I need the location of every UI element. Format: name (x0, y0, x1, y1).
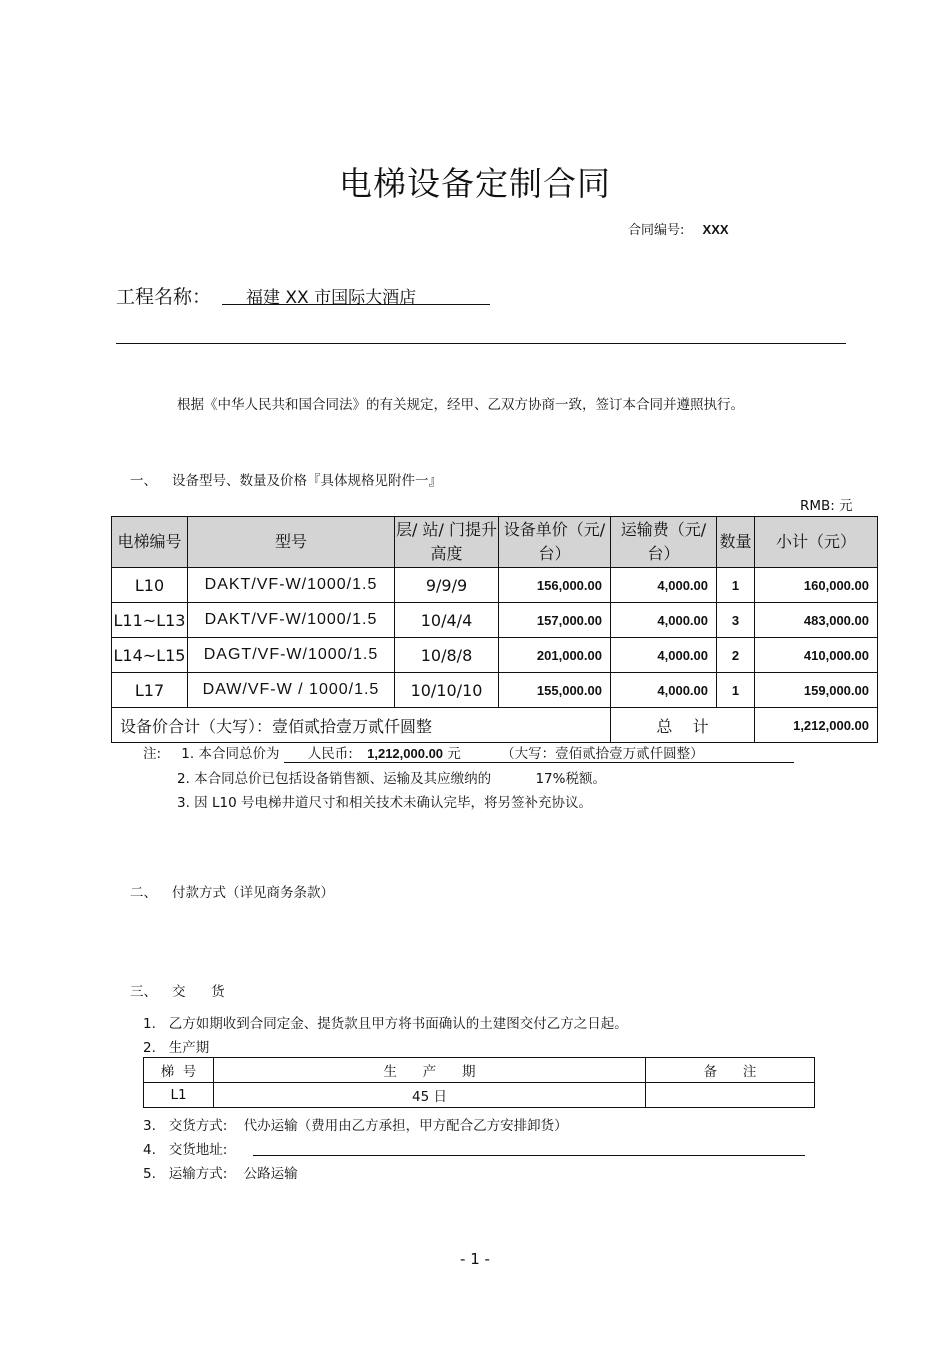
production-period-table (143, 1057, 815, 1108)
prod-cell-id: L1 (144, 1083, 214, 1108)
equipment-price-table (111, 516, 878, 743)
intro-paragraph: 根据《中华人民共和国合同法》的有关规定，经甲、乙双方协商一致，签订本合同并遵照执行。 (177, 397, 744, 413)
section-3-title: 交 货 (172, 984, 225, 1000)
contract-number-label: 合同编号: (628, 223, 685, 238)
cell-floors: 10/8/8 (395, 638, 499, 673)
header-unit-price: 设备单价（元/ 台） (499, 517, 611, 568)
cell-subtotal: 160,000.00 (755, 568, 878, 603)
note-1-amount-line (284, 742, 794, 763)
project-label: 工程名称： (116, 286, 212, 308)
note-2 (177, 767, 606, 787)
cell-unit-price: 157,000.00 (499, 603, 611, 638)
header-model: 型号 (188, 517, 395, 568)
delivery-address-label: 4. 交货地址: (143, 1142, 228, 1158)
cell-unit-price: 155,000.00 (499, 673, 611, 708)
cell-subtotal: 410,000.00 (755, 638, 878, 673)
contract-number (628, 219, 729, 238)
transport-method-value: 公路运输 (243, 1166, 298, 1182)
table-row (144, 1083, 815, 1108)
note-1-currency: 人民币: (307, 746, 353, 762)
cell-qty: 1 (717, 568, 755, 603)
delivery-method-label: 3. 交货方式: (143, 1118, 228, 1134)
cell-subtotal: 483,000.00 (755, 603, 878, 638)
note-1-text: 1. 本合同总价为 (181, 746, 280, 762)
cell-elevator-no: L10 (112, 568, 188, 603)
header-floors: 层/ 站/ 门提升高度 (395, 517, 499, 568)
cell-elevator-no: L11~L13 (112, 603, 188, 638)
prod-header-remark: 备 注 (646, 1058, 815, 1083)
contract-number-value: XXX (702, 222, 729, 237)
header-freight: 运输费（元/ 台） (611, 517, 717, 568)
cell-floors: 10/4/4 (395, 603, 499, 638)
notes-prefix: 注: (143, 746, 162, 762)
cell-floors: 10/10/10 (395, 673, 499, 708)
note-2-text: 2. 本合同总价已包括设备销售额、运输及其应缴纳的 (177, 771, 492, 787)
page-number: - 1 - (460, 1250, 490, 1268)
section-2-number: 二、 (130, 885, 157, 901)
delivery-item-3 (143, 1114, 568, 1134)
table-header-row (112, 517, 878, 568)
cell-freight: 4,000.00 (611, 568, 717, 603)
cell-freight: 4,000.00 (611, 638, 717, 673)
cell-qty: 3 (717, 603, 755, 638)
note-1-amount-words: （大写：壹佰贰拾壹万贰仟圆整） (501, 746, 704, 762)
total-in-words: 设备价合计（大写）：壹佰贰拾壹万贰仟圆整 (112, 708, 611, 743)
section-1-title: 设备型号、数量及价格『具体规格见附件一』 (172, 473, 442, 489)
section-2-heading (130, 881, 334, 901)
cell-elevator-no: L17 (112, 673, 188, 708)
section-2-title: 付款方式（详见商务条款） (172, 885, 334, 901)
section-3-heading (130, 980, 225, 1000)
cell-freight: 4,000.00 (611, 673, 717, 708)
cell-model: DAGT/VF-W/1000/1.5 (188, 638, 395, 673)
delivery-item-5 (143, 1162, 298, 1182)
cell-model: DAKT/VF-W/1000/1.5 (188, 568, 395, 603)
note-1 (143, 742, 794, 763)
section-3-number: 三、 (130, 984, 157, 1000)
prod-header-id: 梯 号 (144, 1058, 214, 1083)
divider-line (116, 343, 846, 344)
table-total-row (112, 708, 878, 743)
header-subtotal: 小计（元） (755, 517, 878, 568)
cell-subtotal: 159,000.00 (755, 673, 878, 708)
cell-freight: 4,000.00 (611, 603, 717, 638)
table-row (112, 673, 878, 708)
delivery-item-4 (143, 1138, 227, 1158)
cell-elevator-no: L14~L15 (112, 638, 188, 673)
header-qty: 数量 (717, 517, 755, 568)
total-value: 1,212,000.00 (755, 708, 878, 743)
prod-cell-remark (646, 1083, 815, 1108)
cell-model: DAW/VF-W / 1000/1.5 (188, 673, 395, 708)
delivery-method-value: 代办运输（费用由乙方承担，甲方配合乙方安排卸货） (243, 1118, 568, 1134)
cell-floors: 9/9/9 (395, 568, 499, 603)
note-2-tax: 17%税额。 (535, 771, 606, 787)
delivery-item-2: 2. 生产期 (143, 1040, 210, 1056)
total-label: 总 计 (611, 708, 755, 743)
note-1-amount: 1,212,000.00 (367, 746, 444, 761)
project-name: 福建 XX 市国际大酒店 (222, 283, 490, 305)
note-3: 3. 因 L10 号电梯井道尺寸和相关技术未确认完毕，将另签补充协议。 (177, 795, 592, 811)
cell-qty: 1 (717, 673, 755, 708)
document-title: 电梯设备定制合同 (339, 164, 611, 203)
delivery-item-1: 1. 乙方如期收到合同定金、提货款且甲方将书面确认的土建图交付乙方之日起。 (143, 1016, 628, 1032)
delivery-address-line (253, 1155, 805, 1156)
table-row (112, 638, 878, 673)
section-1-number: 一、 (130, 473, 157, 489)
header-elevator-no: 电梯编号 (112, 517, 188, 568)
section-1-heading (130, 469, 442, 489)
currency-unit: RMB: 元 (800, 498, 853, 514)
cell-model: DAKT/VF-W/1000/1.5 (188, 603, 395, 638)
prod-cell-period: 45 日 (214, 1083, 646, 1108)
cell-unit-price: 201,000.00 (499, 638, 611, 673)
production-header-row (144, 1058, 815, 1083)
transport-method-label: 5. 运输方式: (143, 1166, 228, 1182)
prod-header-period: 生 产 期 (214, 1058, 646, 1083)
table-row (112, 568, 878, 603)
note-1-yuan: 元 (447, 746, 461, 762)
cell-unit-price: 156,000.00 (499, 568, 611, 603)
table-row (112, 603, 878, 638)
cell-qty: 2 (717, 638, 755, 673)
